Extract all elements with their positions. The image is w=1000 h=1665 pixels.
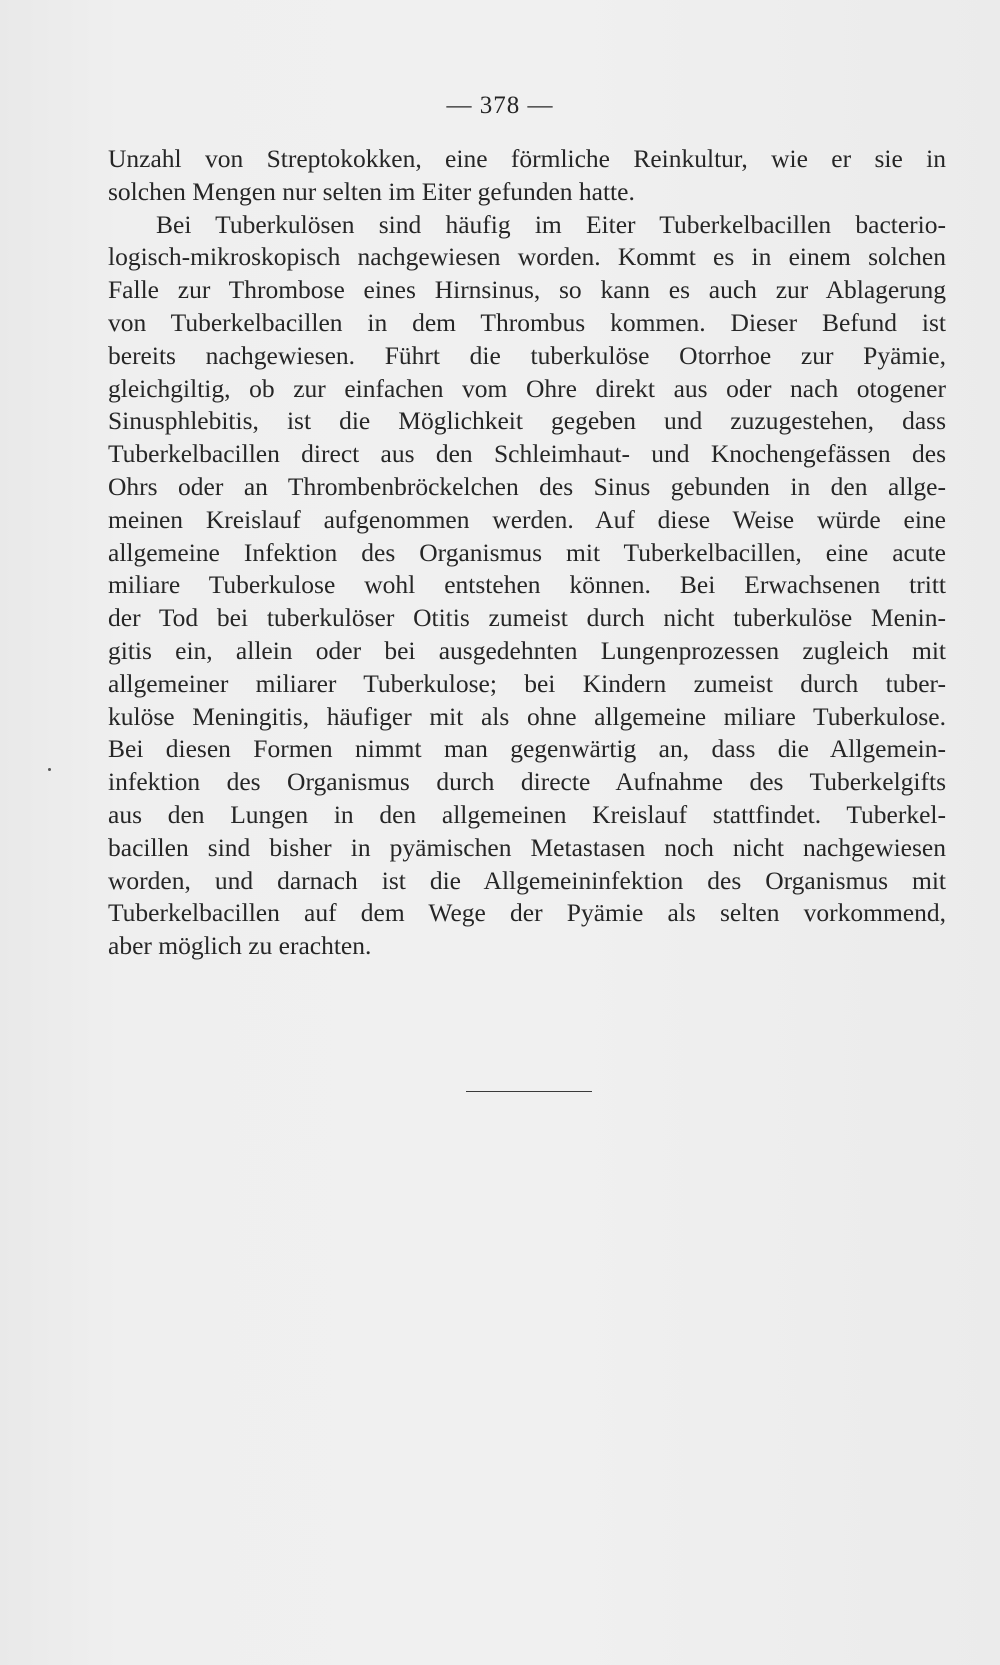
text-line: aus den Lungen in den allgemeinen Kreislauf stattfindet. Tuberkel- [108, 799, 946, 829]
text-line: Tuberkelbacillen auf dem Wege der Pyämie als selten vorkommend, [108, 898, 946, 928]
text-line: Bei diesen Formen nimmt man gegenwärtig an, dass die Allgemein- [108, 734, 946, 764]
text-line: solchen Mengen nur selten im Eiter gefunden hatte. [108, 176, 635, 206]
text-line: von Tuberkelbacillen in dem Thrombus kommen. Dieser Befund ist [108, 307, 946, 337]
text-line: infektion des Organismus durch directe Aufnahme des Tuberkelgifts [108, 767, 946, 797]
text-line: Tuberkelbacillen direct aus den Schleimhaut- und Knochengefässen des [108, 439, 946, 469]
text-line: aber möglich zu erachten. [108, 931, 372, 961]
closing-rule [466, 1091, 592, 1092]
text-line: Ohrs oder an Thrombenbröckelchen des Sinus gebunden in den allge- [108, 471, 946, 501]
text-line: allgemeiner miliarer Tuberkulose; bei Kindern zumeist durch tuber- [108, 668, 946, 698]
body-text [108, 143, 946, 963]
text-line: logisch-mikroskopisch nachgewiesen worden. Kommt es in einem solchen [108, 242, 946, 272]
text-line: gitis ein, allein oder bei ausgedehnten Lungenprozessen zugleich mit [108, 635, 946, 665]
page-number: — 378 — [446, 92, 554, 119]
text-line: bacillen sind bisher in pyämischen Metastasen noch nicht nachgewiesen [108, 832, 946, 862]
text-line: meinen Kreislauf aufgenommen werden. Auf diese Weise würde eine [108, 504, 946, 534]
text-line: bereits nachgewiesen. Führt die tuberkulöse Otorrhoe zur Pyämie, [108, 340, 946, 370]
text-line: Falle zur Thrombose eines Hirnsinus, so kann es auch zur Ablagerung [108, 275, 946, 305]
text-line: gleichgiltig, ob zur einfachen vom Ohre direkt aus oder nach otogener [108, 373, 946, 403]
text-line: der Tod bei tuberkulöser Otitis zumeist durch nicht tuberkulöse Menin- [108, 603, 946, 633]
margin-mark [48, 768, 51, 771]
text-line: miliare Tuberkulose wohl entstehen können. Bei Erwachsenen tritt [108, 570, 946, 600]
text-line: Unzahl von Streptokokken, eine förmliche Reinkultur, wie er sie in [108, 144, 946, 173]
text-line: Bei Tuberkulösen sind häufig im Eiter Tuberkelbacillen bacterio- [156, 209, 946, 239]
text-line: kulöse Meningitis, häufiger mit als ohne allgemeine miliare Tuberkulose. [108, 701, 946, 731]
text-line: Sinusphlebitis, ist die Möglichkeit gegeben und zuzugestehen, dass [108, 406, 946, 436]
text-line: worden, und darnach ist die Allgemeininfektion des Organismus mit [108, 865, 946, 895]
text-line: allgemeine Infektion des Organismus mit Tuberkelbacillen, eine acute [108, 537, 946, 567]
